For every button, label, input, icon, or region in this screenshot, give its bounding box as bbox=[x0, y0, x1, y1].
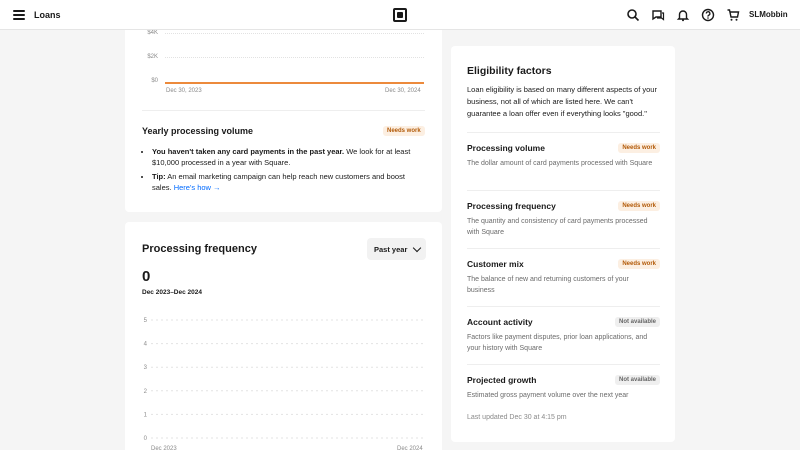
menu-icon[interactable] bbox=[13, 10, 25, 20]
divider bbox=[467, 364, 660, 365]
divider bbox=[467, 132, 660, 133]
divider bbox=[467, 306, 660, 307]
dropdown-label: Past year bbox=[374, 244, 408, 254]
x-tick-label: Dec 2023 bbox=[151, 446, 177, 450]
heres-how-link[interactable]: Here's how → bbox=[173, 183, 221, 192]
y-tick-label: 3 bbox=[143, 365, 147, 372]
factor-projected-growth bbox=[467, 375, 660, 405]
divider bbox=[467, 248, 660, 249]
x-tick-label: Dec 30, 2023 bbox=[166, 88, 202, 94]
y-tick-label: 1 bbox=[143, 412, 147, 419]
status-badge: Needs work bbox=[383, 126, 425, 136]
notifications-icon[interactable] bbox=[676, 8, 690, 22]
grid-line bbox=[165, 57, 424, 58]
factor-processing-frequency bbox=[467, 201, 660, 241]
list-item bbox=[152, 146, 422, 168]
page-title: Loans bbox=[34, 10, 61, 20]
frequency-value: 0 bbox=[142, 268, 151, 285]
processing-frequency-card bbox=[125, 222, 442, 450]
factor-customer-mix bbox=[467, 259, 660, 299]
status-badge: Not available bbox=[615, 317, 660, 327]
y-tick-label: $0 bbox=[151, 78, 158, 84]
factor-description: Factors like payment disputes, prior loan applications, and your history with Square bbox=[467, 334, 648, 352]
messages-icon[interactable] bbox=[651, 8, 665, 22]
bold-text: Tip: bbox=[152, 172, 166, 181]
factor-name: Customer mix bbox=[467, 259, 524, 269]
last-updated: Last updated Dec 30 at 4:15 pm bbox=[467, 414, 567, 421]
card-title: Eligibility factors bbox=[467, 65, 552, 77]
y-tick-label: 4 bbox=[143, 341, 147, 348]
processing-volume-card bbox=[125, 20, 442, 212]
volume-series-line bbox=[165, 82, 424, 84]
factor-description: Estimated gross payment volume over the next year bbox=[467, 392, 629, 399]
x-tick-label: Dec 30, 2024 bbox=[385, 88, 421, 94]
factor-processing-volume bbox=[467, 143, 660, 183]
x-tick-label: Dec 2024 bbox=[397, 446, 423, 450]
y-tick-label: 0 bbox=[143, 436, 147, 442]
status-badge: Needs work bbox=[618, 143, 660, 153]
status-badge: Not available bbox=[615, 375, 660, 385]
card-title: Processing frequency bbox=[142, 243, 257, 255]
y-tick-label: $2K bbox=[147, 54, 158, 60]
list-item bbox=[152, 171, 422, 193]
divider bbox=[142, 110, 425, 111]
note-text: We look for at least $10,000 processed in a year with Square. bbox=[152, 147, 411, 167]
factor-name: Processing frequency bbox=[467, 201, 556, 211]
factor-name: Processing volume bbox=[467, 143, 545, 153]
help-icon[interactable] bbox=[701, 8, 715, 22]
y-tick-label: 5 bbox=[143, 318, 147, 324]
factor-account-activity bbox=[467, 317, 660, 357]
divider bbox=[467, 190, 660, 191]
status-badge: Needs work bbox=[618, 259, 660, 269]
factor-name: Projected growth bbox=[467, 375, 537, 385]
grid-line bbox=[165, 33, 424, 34]
eligibility-card bbox=[451, 46, 675, 442]
note-text: An email marketing campaign can help reach new customers and boost sales. bbox=[152, 172, 405, 192]
factor-name: Account activity bbox=[467, 317, 533, 327]
top-icons bbox=[626, 8, 740, 22]
eligibility-description: Loan eligibility is based on many different aspects of your business, not all of which are listed here. We can't guarantee a loan offer even if everything looks "good." bbox=[467, 85, 657, 118]
volume-notes bbox=[152, 146, 422, 196]
top-bar bbox=[0, 0, 800, 30]
factor-description: The balance of new and returning customers of your business bbox=[467, 276, 629, 294]
section-title: Yearly processing volume bbox=[142, 126, 254, 136]
square-logo[interactable] bbox=[393, 8, 407, 22]
cart-icon[interactable] bbox=[726, 8, 740, 22]
y-tick-label: 2 bbox=[143, 388, 147, 395]
date-range: Dec 2023–Dec 2024 bbox=[142, 289, 202, 296]
frequency-chart bbox=[125, 222, 442, 450]
factor-description: The dollar amount of card payments processed with Square bbox=[467, 160, 653, 167]
y-tick-label: $4K bbox=[147, 30, 158, 36]
status-badge: Needs work bbox=[618, 201, 660, 211]
factor-description: The quantity and consistency of card payments processed with Square bbox=[467, 218, 648, 236]
bold-text: You haven't taken any card payments in the past year. bbox=[152, 147, 345, 156]
account-menu[interactable]: SLMobbin bbox=[749, 10, 788, 19]
search-icon[interactable] bbox=[626, 8, 640, 22]
